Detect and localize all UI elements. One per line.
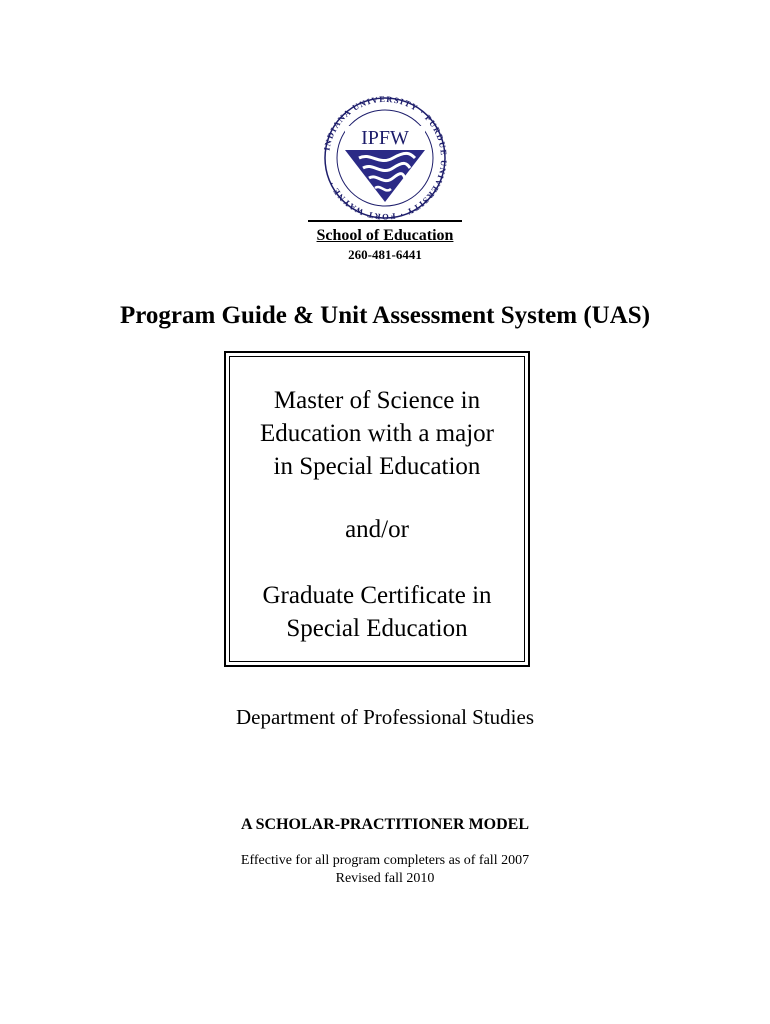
school-name: School of Education (316, 227, 454, 244)
program-box-inner-border (229, 356, 525, 662)
degree-line: in Special Education (273, 453, 481, 480)
revised-note: Revised fall 2010 (335, 871, 435, 886)
certificate-line: Graduate Certificate in (262, 582, 492, 609)
degree-line: Master of Science in (273, 387, 481, 414)
seal-divider (308, 220, 462, 222)
document-title: Program Guide & Unit Assessment System (UAS) (119, 302, 651, 329)
and-or-text: and/or (345, 516, 409, 543)
school-phone: 260-481-6441 (348, 247, 422, 262)
degree-line: Education with a major (260, 420, 494, 447)
seal-abbrev: IPFW (361, 127, 409, 149)
certificate-line: Special Education (286, 615, 468, 642)
degree-text (230, 384, 524, 483)
program-box (224, 351, 530, 667)
seal-ring-text: INDIANA UNIVERSITY · PURDUE UNIVERSITY · FORT WAYNE · (321, 96, 450, 220)
ipfw-seal-logo (315, 96, 455, 220)
effective-note: Effective for all program completers as of fall 2007 (240, 853, 530, 868)
department-name: Department of Professional Studies (235, 705, 535, 729)
model-heading: A SCHOLAR-PRACTITIONER MODEL (240, 816, 530, 833)
certificate-text (230, 579, 524, 645)
